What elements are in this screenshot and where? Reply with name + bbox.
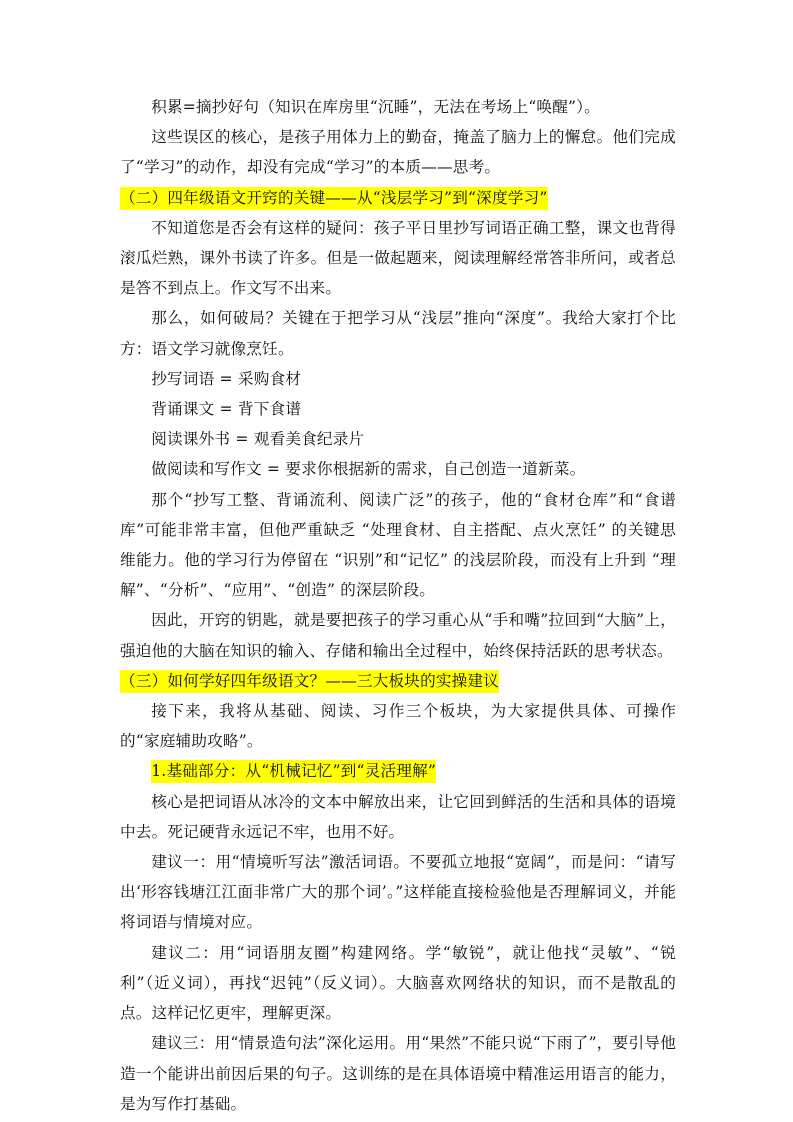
paragraph-key-to-enlightenment: 因此，开窍的钥匙，就是要把孩子的学习重心从“手和嘴”拉回到“大脑”上，强迫他的大脑在知识的输入、存储和输出全过程中，始终保持活跃的思考状态。 [120,611,676,660]
paragraph-question: 不知道您是否会有这样的疑问：孩子平日里抄写词语正确工整，课文也背得滚瓜烂熟，课外书读了许多。但是一做起题来，阅读理解经常答非所问，或者总是答不到点上。作文写不出来。 [120,218,676,298]
paragraph-shallow-stage: 那个“抄写工整、背诵流利、阅读广泛”的孩子，他的“食材仓库”和“食谱库”可能非常丰富，但他严重缺乏 “处理食材、自主搭配、点火烹饪” 的关键思维能力。他的学习行为停留在 “识别”和“记忆” 的浅层阶段，而没有上升到 “理解”、“分析”、“应用”、“创造” 的深层阶段。 [120,490,676,600]
subsection-heading-basics [120,756,676,786]
paragraph-basics-core: 核心是把词语从冰冷的文本中解放出来，让它回到鲜活的生活和具体的语境中去。死记硬背永远记不牢，也用不好。 [120,792,676,841]
analogy-line-writing: 做阅读和写作文 = 要求你根据新的需求，自己创造一道新菜。 [151,460,586,479]
section-heading-3 [120,666,676,696]
paragraph-cooking-analogy: 那么，如何破局？关键在于把学习从“浅层”推向“深度”。我给大家打个比方：语文学习就像烹饪。 [120,309,676,358]
section-heading-2 [120,183,676,213]
paragraph-suggestion-two: 建议二：用“词语朋友圈”构建网络。学“敏锐”，就让他找“灵敏”、“锐利”（近义词），再找“迟钝”（反义词）。大脑喜欢网络状的知识，而不是散乱的点。这样记忆更牢，理解更深。 [120,943,676,1023]
analogy-line-copy-words: 抄写词语 = 采购食材 [151,369,302,388]
analogy-line-reading: 阅读课外书 = 观看美食纪录片 [151,430,365,449]
document-page [120,92,676,1119]
subsection-heading-basics-text: 1.基础部分：从“机械记忆”到“灵活理解” [151,760,436,783]
paragraph-suggestion-three: 建议三：用“情景造句法”深化运用。用“果然”不能只说“下雨了”，要引导他造一个能讲出前因后果的句子。这训练的是在具体语境中精准运用语言的能力，是为写作打基础。 [120,1034,676,1113]
paragraph-accumulation: 积累=摘抄好句（知识在库房里“沉睡”，无法在考场上“唤醒”）。 [151,98,600,116]
paragraph-suggestion-one: 建议一：用“情境听写法”激活词语。不要孤立地报“宽阔”，而是问：“请写出‘形容钱塘江江面非常广大的那个词’。”这样能直接检验他是否理解词义，并能将词语与情境对应。 [120,853,676,932]
paragraph-introduction: 接下来，我将从基础、阅读、习作三个板块，为大家提供具体、可操作的“家庭辅助攻略”。 [120,702,676,751]
paragraph-misconception-core: 这些误区的核心，是孩子用体力上的勤奋，掩盖了脑力上的懈怠。他们完成了“学习”的动作，却没有完成“学习”的本质——思考。 [120,128,676,177]
analogy-line-recite: 背诵课文 = 背下食谱 [151,400,302,419]
section-heading-2-text: （二）四年级语文开窍的关键——从“浅层学习”到“深度学习” [120,187,548,210]
section-heading-3-text: （三）如何学好四年级语文？——三大板块的实操建议 [120,670,499,693]
